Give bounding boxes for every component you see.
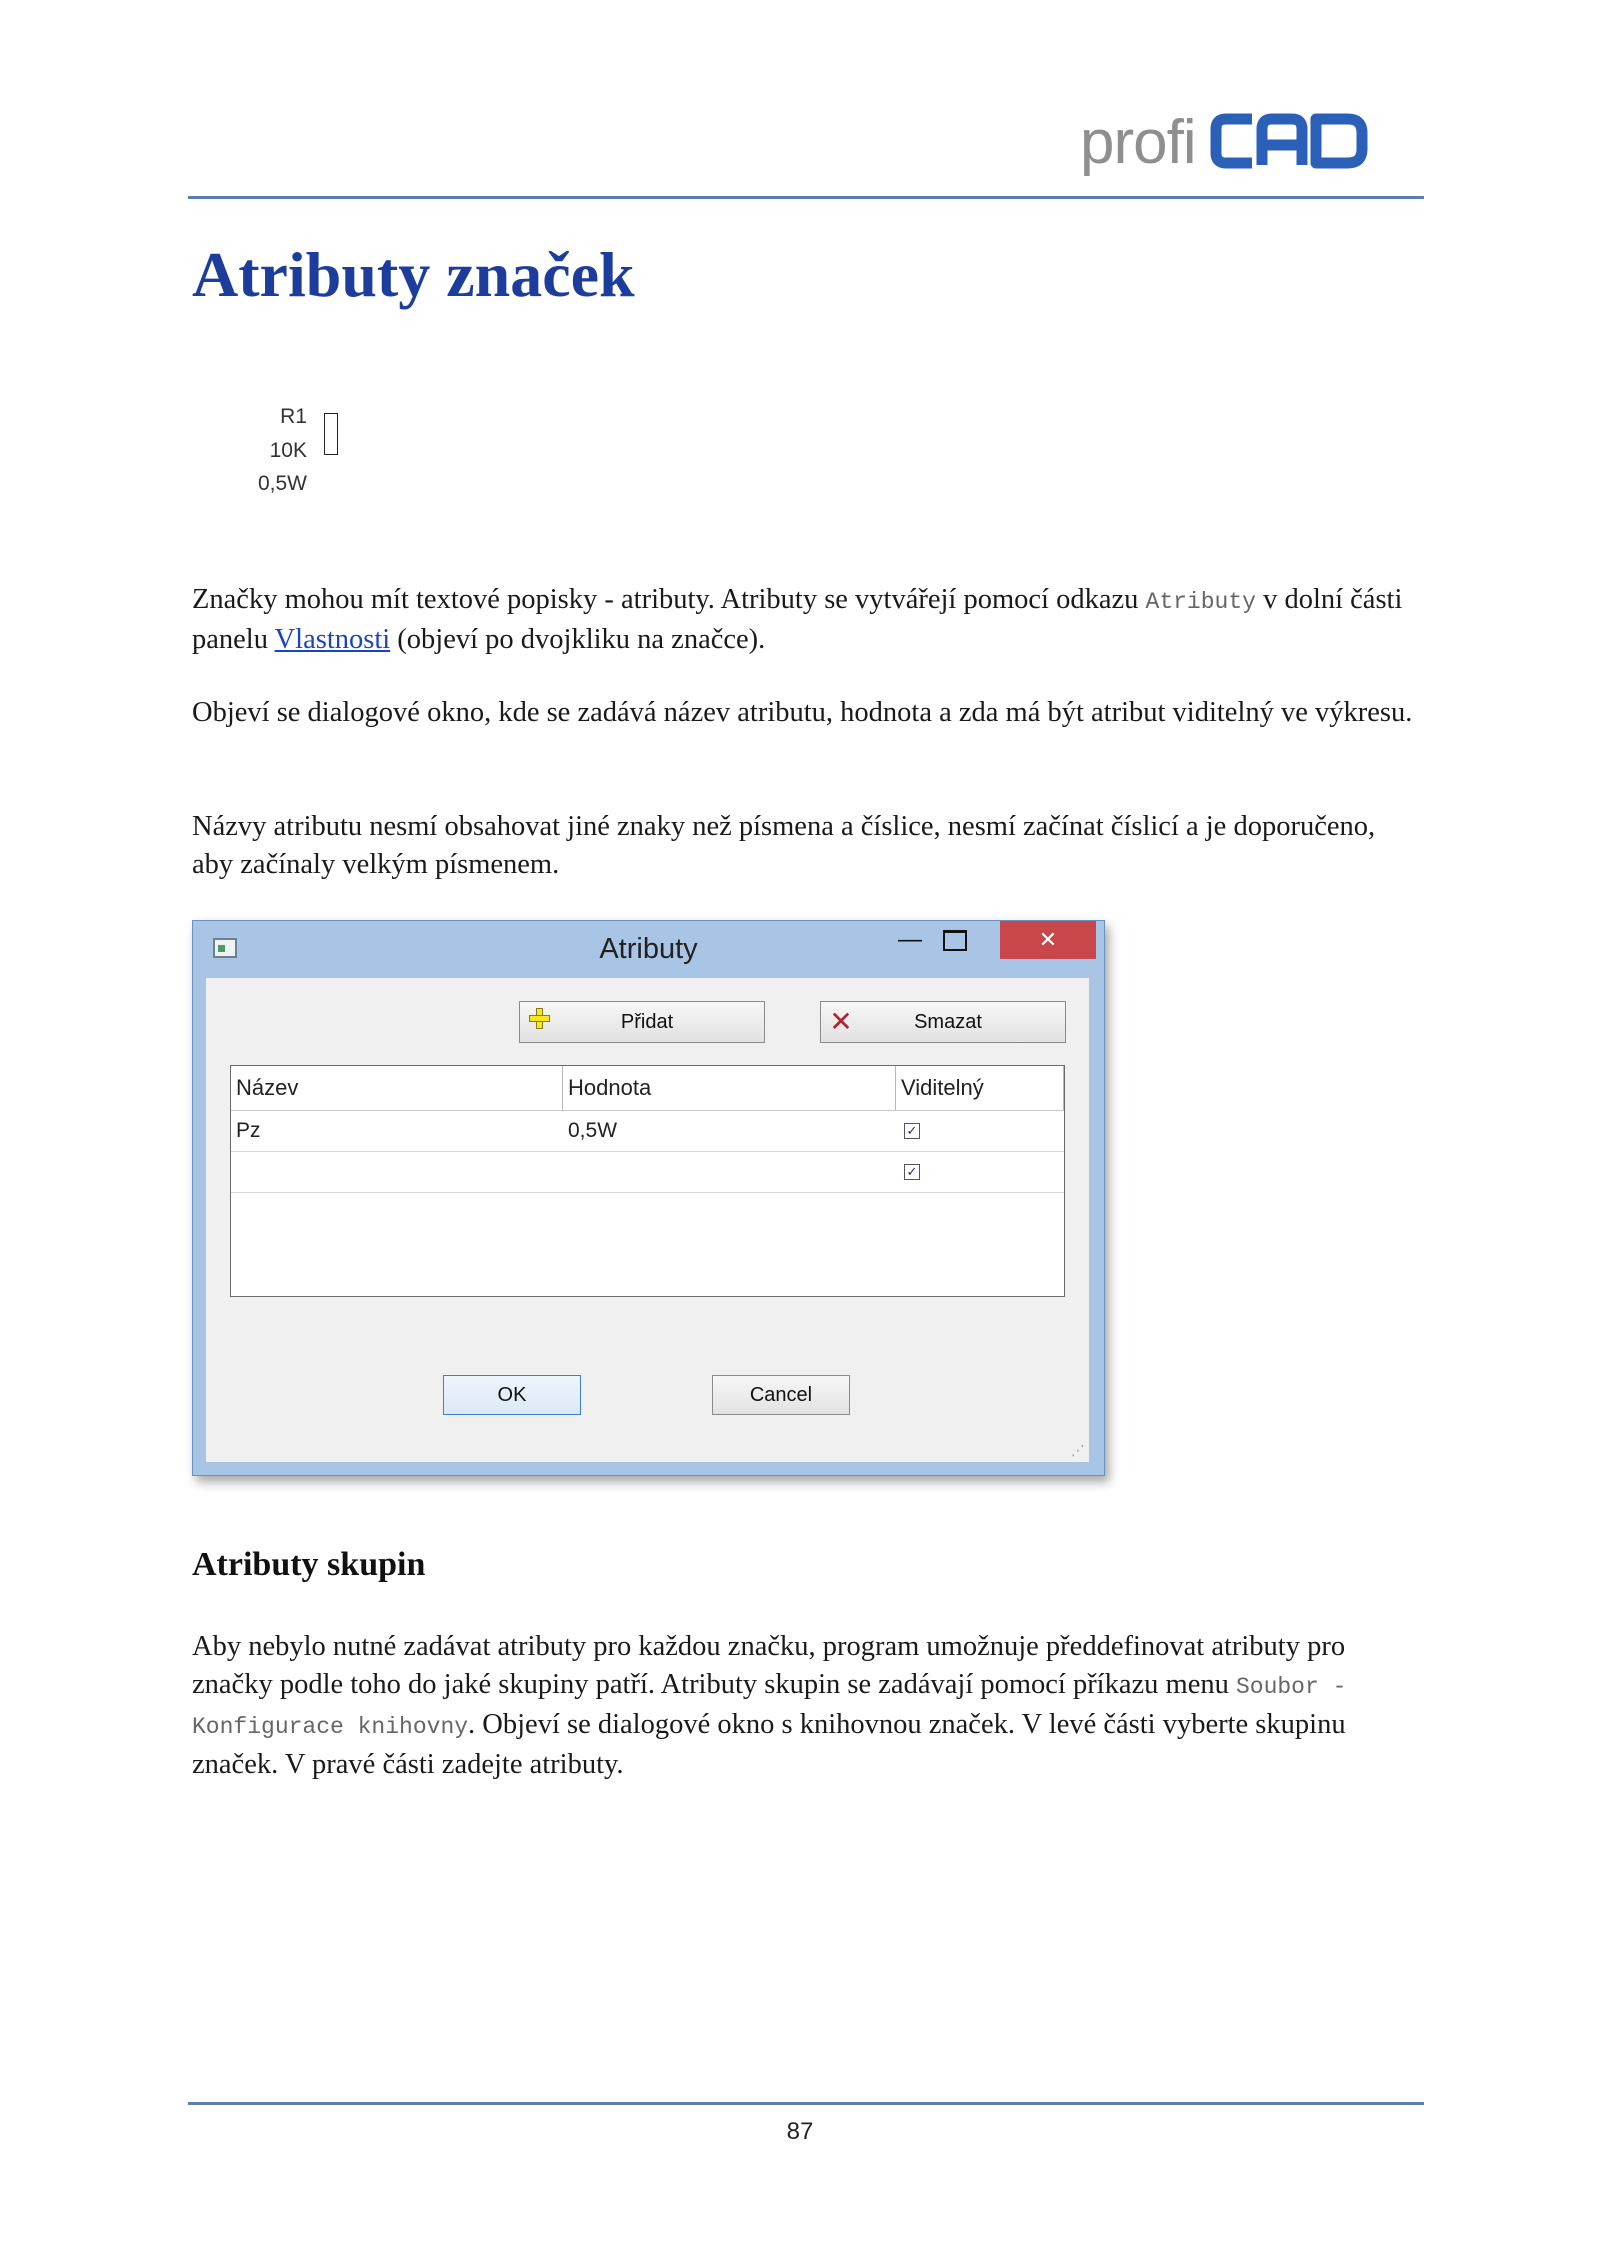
resistor-symbol-illustration xyxy=(235,402,375,512)
vlastnosti-link[interactable]: Vlastnosti xyxy=(274,624,391,655)
symbol-label-designator: R1 xyxy=(280,405,307,428)
proficad-logo xyxy=(1080,105,1420,185)
add-attribute-label: Přidat xyxy=(620,1010,674,1033)
attributes-grid[interactable] xyxy=(230,1065,1065,1297)
resistor-icon xyxy=(324,413,338,455)
footer-rule xyxy=(188,2102,1424,2105)
paragraph-group-text-b: . Objeví se dialogové okno s knihovnou značek. V levé části vyberte skupinu značek. V pravé části zadejte atributy. xyxy=(192,1709,1346,1780)
visible-checkbox[interactable]: ✓ xyxy=(904,1123,920,1139)
table-row[interactable] xyxy=(231,1151,1064,1193)
code-atributy: Atributy xyxy=(1145,589,1256,615)
ok-button[interactable]: OK xyxy=(443,1375,581,1415)
page-title: Atributy značek xyxy=(192,239,635,310)
code-menu-command: Soubor - Konfigurace knihovny xyxy=(192,1674,1347,1740)
page-number: 87 xyxy=(786,2118,814,2145)
paragraph-intro-text-c: (objeví po dvojkliku na značce). xyxy=(390,624,766,655)
cell-name[interactable] xyxy=(231,1151,563,1192)
resize-grip-icon[interactable]: ⋰ xyxy=(1071,1442,1085,1458)
section-heading-group-attributes: Atributy skupin xyxy=(192,1546,426,1583)
paragraph-group-attributes xyxy=(192,1628,1422,1784)
symbol-label-power: 0,5W xyxy=(257,472,307,495)
dialog-title: Atributy xyxy=(599,933,698,965)
visible-checkbox[interactable]: ✓ xyxy=(904,1164,920,1180)
paragraph-intro xyxy=(192,581,1422,659)
grid-header-row xyxy=(231,1066,1064,1111)
table-row[interactable] xyxy=(231,1110,1064,1152)
column-header-visible[interactable]: Viditelný xyxy=(896,1066,1064,1110)
header-rule xyxy=(188,196,1424,199)
svg-text:profi: profi xyxy=(1080,108,1196,177)
paragraph-intro-text-b: v dolní části panelu xyxy=(192,584,1403,655)
cell-name[interactable]: Pz xyxy=(236,1118,261,1142)
paragraph-naming-rules: Názvy atributu nesmí obsahovat jiné znaky než písmena a číslice, nesmí začínat číslicí a je doporučeno, aby začínaly velkým písmenem. xyxy=(192,811,1376,880)
atributy-dialog xyxy=(192,920,1105,1476)
delete-attribute-label: Smazat xyxy=(914,1010,982,1033)
column-header-value[interactable]: Hodnota xyxy=(563,1066,896,1110)
symbol-label-value: 10K xyxy=(269,439,307,462)
minimize-button[interactable]: — xyxy=(898,926,922,953)
cell-visible[interactable] xyxy=(896,1151,1064,1192)
delete-x-icon: ✕ xyxy=(829,1005,853,1037)
cell-value[interactable] xyxy=(563,1151,896,1192)
cell-visible[interactable] xyxy=(896,1110,1064,1151)
plus-icon xyxy=(529,1008,551,1030)
cell-value[interactable]: 0,5W xyxy=(568,1118,618,1142)
delete-attribute-button[interactable] xyxy=(820,1001,1066,1043)
maximize-button[interactable] xyxy=(930,921,980,959)
column-header-name[interactable]: Název xyxy=(231,1066,563,1110)
paragraph-group-text-a: Aby nebylo nutné zadávat atributy pro každou značku, program umožnuje předdefinovat atributy pro značky podle toho do jaké skupiny patří. Atributy skupin se zadávají pomocí příkazu menu xyxy=(192,1631,1346,1700)
cancel-button[interactable]: Cancel xyxy=(712,1375,850,1415)
paragraph-intro-text-a: Značky mohou mít textové popisky - atributy. Atributy se vytvářejí pomocí odkazu xyxy=(192,584,1146,615)
paragraph-dialog: Objeví se dialogové okno, kde se zadává název atributu, hodnota a zda má být atribut viditelný ve výkresu. xyxy=(192,697,1413,728)
close-button[interactable]: ✕ xyxy=(1000,921,1096,959)
dialog-client-area xyxy=(206,978,1089,1462)
add-attribute-button[interactable] xyxy=(519,1001,765,1043)
